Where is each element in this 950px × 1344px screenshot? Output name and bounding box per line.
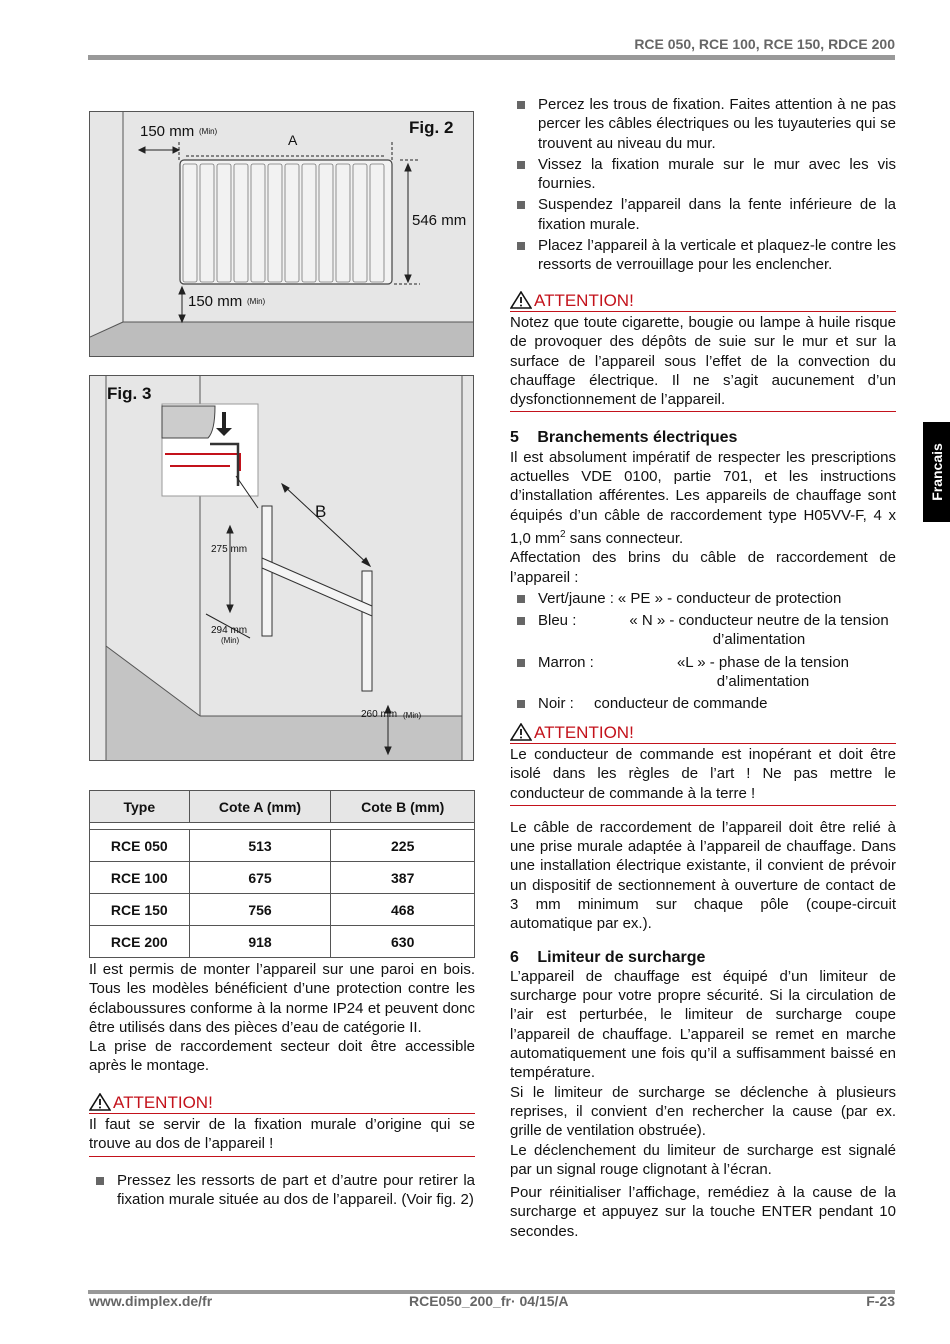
- attention-title: ATTENTION!: [534, 722, 634, 742]
- section-5-number: 5: [510, 429, 519, 447]
- table-header-cell: Cote A (mm): [189, 791, 331, 823]
- dimensions-table: [89, 790, 475, 958]
- fig3-dim2-min: (Min): [221, 636, 240, 645]
- list-item: Vissez la fixation murale sur le mur avec les vis fournies.: [510, 155, 896, 194]
- section-5-paragraph-2: Affectation des brins du câble de raccordement de l’appareil :: [510, 549, 896, 586]
- table-header-cell: Cote B (mm): [331, 791, 475, 823]
- list-item: Placez l’appareil à la verticale et plaquez-le contre les ressorts de verrouillage pour les enclencher.: [510, 236, 896, 275]
- header-title: RCE 050, RCE 100, RCE 150, RDCE 200: [634, 36, 895, 52]
- fig2-width-label: A: [288, 132, 298, 148]
- table-cell: 225: [331, 830, 475, 862]
- attention-heading: [510, 723, 896, 744]
- table-cell: 387: [331, 862, 475, 894]
- table-header-row: [90, 791, 475, 823]
- attention-text: Notez que toute cigarette, bougie ou lampe à huile risque de provoquer des dépôts de suie sur le mur et sur la surface de l’appareil sous l’effet de la convection du chauffage électrique. Il ne s’agit aucunement d’un dysfonctionnement de l’appareil.: [510, 312, 896, 412]
- footer-doc-id: RCE050_200_fr· 04/15/A: [409, 1293, 569, 1309]
- header-rule: [88, 55, 895, 60]
- fig2-bottom-clearance: 150 mm: [188, 293, 243, 310]
- wire-desc: « PE » - conducteur de protection: [617, 589, 842, 607]
- wire-desc: « N » - conducteur neutre de la tension d’alimentation: [629, 612, 889, 649]
- language-tab: [923, 422, 950, 522]
- list-item: [510, 611, 896, 650]
- fig3-dist-b: B: [315, 502, 327, 521]
- section-5-text-a: Il est absolument impératif de respecter les prescriptions actuelles VDE 0100, partie 701, et les instructions d’installation afférentes. Les appareils de chauffage sont équipés d’un câble de raccordement type H05VV-F, 4 x 1,0 mm: [510, 448, 896, 547]
- warning-icon: [89, 1093, 111, 1111]
- attention-text: Il faut se servir de la fixation murale d’origine qui se trouve au dos de l’appareil !: [89, 1114, 475, 1157]
- section-6-paragraph-2: Si le limiteur de surcharge se déclenche à plusieurs reprises, il convient d’en rechercher la cause (par ex. grille de ventilation obstruée).: [510, 1083, 896, 1140]
- wire-desc: «L » - phase de la tension d’alimentation: [676, 653, 850, 691]
- attention-title: ATTENTION!: [113, 1092, 213, 1112]
- table-cell: RCE 200: [90, 926, 190, 958]
- figure-3-drawing: [90, 376, 473, 760]
- attention-heading: [89, 1093, 475, 1114]
- table-row: [90, 926, 475, 958]
- table-cell: 918: [189, 926, 331, 958]
- table-cell: RCE 100: [90, 862, 190, 894]
- list-item: Suspendez l’appareil dans la fente inférieure de la fixation murale.: [510, 195, 896, 234]
- table-row: [90, 894, 475, 926]
- section-5-title: Branchements électriques: [537, 429, 738, 447]
- attention-heading: [510, 291, 896, 312]
- section-5-text-b: sans connecteur.: [565, 529, 684, 547]
- cable-paragraph: Le câble de raccordement de l’appareil doit être relié à une prise murale adaptée à l’appareil de chauffage. Dans une installation électrique existante, il convient de prévoir un dispositif de sectionnement à ouverture de contact de 3 mm minimum sur chaque pôle (coupe-circuit automatique par ex.).: [510, 818, 896, 933]
- section-6-paragraph-4: Pour réinitialiser l’affichage, remédiez à la cause de la surcharge et appuyez sur la touche ENTER pendant 10 secondes.: [510, 1184, 896, 1240]
- section-6-number: 6: [510, 948, 519, 966]
- fig3-dim1: 275 mm: [211, 544, 248, 555]
- table-cell: RCE 050: [90, 830, 190, 862]
- section-6-paragraph-3: Le déclenchement du limiteur de surcharge est signalé par un signal rouge clignotant à l’écran.: [510, 1141, 896, 1178]
- left-paragraph-1: Il est permis de monter l’appareil sur une paroi en bois. Tous les modèles bénéficient d’une protection contre les éclaboussures conforme à la norme IP24 et peuvent donc être utilisés dans des pièces d’eau de catégorie II.: [89, 961, 475, 1036]
- list-item: [510, 694, 896, 713]
- fig3-dim3-min: (Min): [403, 711, 422, 720]
- figure-2-drawing: [90, 112, 473, 356]
- section-5-heading: [510, 428, 896, 447]
- table-row: [90, 830, 475, 862]
- section-5-superscript: 2: [560, 528, 566, 540]
- fig2-top-min: (Min): [199, 127, 218, 136]
- footer-website-link[interactable]: www.dimplex.de/fr: [89, 1293, 213, 1309]
- right-column-text: [510, 95, 896, 1241]
- section-6-paragraph-1: L’appareil de chauffage est équipé d’un limiteur de surcharge pour votre propre sécurité. Si la circulation de l’air est perturbée, le limiteur de surcharge coupe l’appareil de chauffage. L’appareil se remet en marche automatiquement une fois qu’il a suffisamment baissé en température.: [510, 967, 896, 1082]
- table-cell: 513: [189, 830, 331, 862]
- fig2-bottom-min: (Min): [247, 297, 266, 306]
- fig2-label: Fig. 2: [409, 118, 454, 137]
- section-6-heading: [510, 948, 896, 967]
- list-item: Percez les trous de fixation. Faites attention à ne pas percer les câbles électriques ou les tuyauteries qui se trouvent au niveau du mur.: [510, 95, 896, 153]
- table-cell: 468: [331, 894, 475, 926]
- attention-box-2: [510, 723, 896, 806]
- language-tab-label: Francais: [928, 443, 945, 501]
- table-header-cell: Type: [90, 791, 190, 823]
- fig2-top-clearance: 150 mm: [140, 123, 195, 140]
- warning-icon: [510, 723, 532, 741]
- list-item: [510, 589, 896, 608]
- list-item: Pressez les ressorts de part et d’autre pour retirer la fixation murale située au dos de l’appareil. (Voir fig. 2): [89, 1171, 475, 1210]
- left-column-text: [89, 960, 475, 1209]
- fig3-dim2: 294 mm: [211, 625, 248, 636]
- warning-icon: [510, 291, 532, 309]
- footer-page-number: F-23: [866, 1293, 895, 1309]
- attention-box-1: [510, 291, 896, 413]
- wire-name: Bleu :: [538, 612, 577, 630]
- attention-text: Le conducteur de commande est inopérant et doit être isolé dans les règles de l’art ! Ne pas mettre le conducteur de commande à la terre !: [510, 744, 896, 806]
- left-paragraph-2: La prise de raccordement secteur doit être accessible après le montage.: [89, 1038, 475, 1075]
- wire-name: Vert/jaune :: [538, 589, 614, 607]
- list-item: [510, 653, 896, 692]
- table-cell: 756: [189, 894, 331, 926]
- fig3-label: Fig. 3: [107, 384, 152, 403]
- table-cell: 675: [189, 862, 331, 894]
- wire-name: Marron :: [538, 653, 594, 671]
- figure-3: [89, 375, 474, 761]
- attention-title: ATTENTION!: [534, 290, 634, 310]
- section-6-title: Limiteur de surcharge: [537, 948, 706, 966]
- table-row: [90, 862, 475, 894]
- fig2-height-label: 546 mm: [412, 212, 467, 229]
- figure-2: [89, 111, 474, 357]
- attention-box-left: [89, 1093, 475, 1157]
- table-cell: 630: [331, 926, 475, 958]
- table-cell: RCE 150: [90, 894, 190, 926]
- section-5-paragraph-1: [510, 448, 896, 548]
- wire-list: [510, 589, 896, 714]
- wire-desc: conducteur de commande: [594, 695, 768, 713]
- fig3-dim3: 260 mm: [361, 709, 398, 720]
- wire-name: Noir :: [538, 695, 574, 713]
